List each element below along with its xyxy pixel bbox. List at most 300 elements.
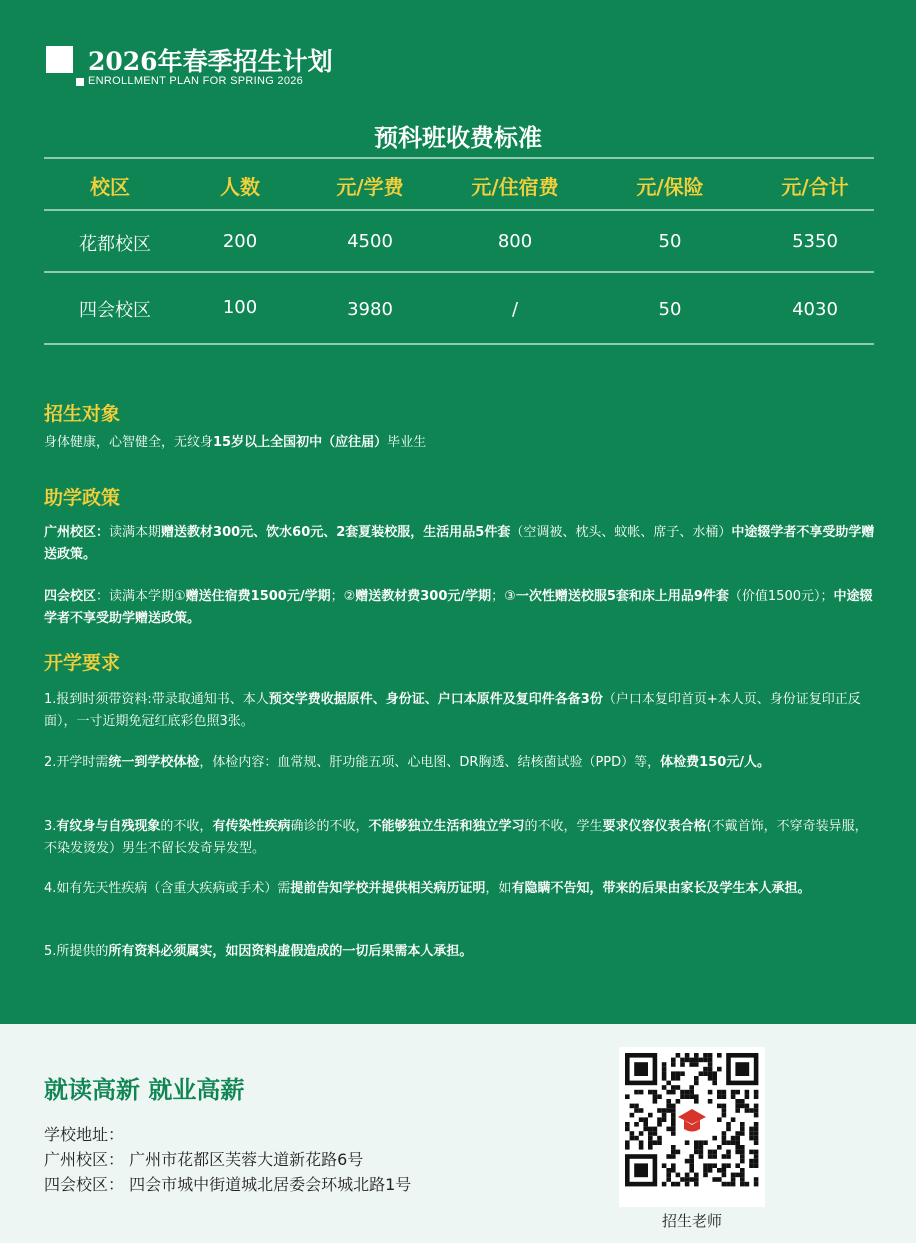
qr-module [717,1094,722,1099]
qr-module [740,1173,745,1178]
text-segment: 四会校区 [44,589,97,604]
qr-module [708,1062,713,1067]
qr-module [708,1058,713,1063]
qr-module [735,1173,740,1178]
qr-module [712,1081,717,1086]
qr-module [749,1159,754,1164]
qr-module [703,1163,708,1168]
qr-module [722,1163,727,1168]
qr-module [740,1122,745,1127]
col-header-campus: 校区 [90,175,130,199]
qr-module [754,1154,759,1159]
table-cell: 50 [658,231,682,252]
qr-module [749,1131,754,1136]
qr-module [689,1058,694,1063]
qr-module [722,1104,727,1109]
qr-module [630,1104,635,1109]
qr-module [676,1099,681,1104]
qr-module [703,1173,708,1178]
table-cell: 4500 [347,231,393,252]
table-header-rule [44,209,874,211]
qr-module [634,1136,639,1141]
qr-module [676,1076,681,1081]
qr-module [671,1127,676,1132]
qr-module [643,1122,648,1127]
qr-module [680,1090,685,1095]
qr-module [639,1117,644,1122]
qr-module [639,1090,644,1095]
text-segment: 统一到学校体检 [108,755,200,770]
text-segment: （户口本复印首页+本人页、身份证复印正反面），一寸近期免冠红底彩色照3张。 [44,692,861,729]
qr-module [657,1094,662,1099]
qr-module [726,1122,731,1127]
qr-module [625,1140,630,1145]
qr-module [689,1085,694,1090]
qr-module [671,1117,676,1122]
text-segment: 所有资料必须属实，如因资料虚假造成的一切后果需本人承担。 [108,944,473,959]
table-cell: / [511,299,519,320]
text-segment: ，体检内容：血常规、肝功能五项、心电图、DR胸透、结核菌试验（PPD）等， [199,755,661,770]
qr-finder [735,1062,749,1076]
text-segment: ；② [330,589,356,604]
table-cell: 4030 [792,299,838,320]
qr-module [634,1108,639,1113]
qr-module [662,1085,667,1090]
qr-module [643,1117,648,1122]
col-header-insurance: 元/保险 [636,175,704,199]
col-header-total: 元/合计 [781,175,849,199]
qr-module [740,1127,745,1132]
qr-module [685,1182,690,1187]
qr-module [703,1168,708,1173]
text-segment: 15岁以上全国初中（应往届） [213,435,388,450]
text-segment: 中途辍学者不享受助学赠送政策。 [44,589,873,626]
qr-module [694,1099,699,1104]
qr-module [694,1062,699,1067]
qr-module [712,1163,717,1168]
qr-module [685,1140,690,1145]
qr-module [662,1067,667,1072]
qr-module [699,1154,704,1159]
qr-module [639,1145,644,1150]
qr-module [731,1177,736,1182]
qr-module [662,1108,667,1113]
qr-module [662,1117,667,1122]
table-cell: 5350 [792,231,838,252]
qr-module [735,1099,740,1104]
text-segment: (不戴首饰，不穿奇装异服，不染发烫发）男生不留长发奇异发型。 [44,819,868,856]
qr-module [685,1177,690,1182]
qr-module [754,1136,759,1141]
text-segment: ，如 [485,881,512,896]
qr-module [717,1117,722,1122]
table-row-rule [44,271,874,273]
address-sihui: 四会校区： 四会市城中街道城北居委会环城北路1号 [44,1175,412,1194]
qr-module [731,1090,736,1095]
slogan: 就读高新 就业高薪 [44,1076,245,1104]
qr-module [676,1053,681,1058]
text-segment: ：读满本学期① [96,589,186,604]
text-segment: 确诊的不收， [290,819,369,834]
qr-module [731,1182,736,1187]
qr-module [740,1131,745,1136]
qr-module [726,1182,731,1187]
qr-module [666,1090,671,1095]
qr-module [745,1094,750,1099]
text-segment: 读满本期 [109,525,162,540]
qr-module [657,1108,662,1113]
text-segment: 2.开学时需 [44,755,109,770]
target-text [44,432,878,454]
qr-module [634,1104,639,1109]
qr-module [694,1173,699,1178]
requirements-heading: 开学要求 [44,652,121,674]
qr-module [722,1173,727,1178]
qr-module [726,1127,731,1132]
target-heading: 招生对象 [44,403,121,425]
qr-module [625,1145,630,1150]
qr-module [754,1163,759,1168]
qr-module [708,1067,713,1072]
col-header-tuition: 元/学费 [336,175,404,199]
qr-module [671,1071,676,1076]
qr-module [689,1159,694,1164]
qr-module [754,1150,759,1155]
qr-module [735,1140,740,1145]
qr-module [754,1113,759,1118]
qr-module [680,1177,685,1182]
qr-module [653,1099,658,1104]
qr-module [676,1085,681,1090]
qr-module [685,1058,690,1063]
qr-module [639,1108,644,1113]
qr-module [717,1145,722,1150]
qr-module [648,1113,653,1118]
qr-module [722,1154,727,1159]
qr-module [662,1076,667,1081]
qr-module [722,1140,727,1145]
qr-module [657,1140,662,1145]
qr-module [699,1145,704,1150]
qr-module [671,1113,676,1118]
policy-guangzhou [44,522,878,566]
qr-module [712,1150,717,1155]
qr-module [653,1094,658,1099]
qr-module [657,1117,662,1122]
requirement-item-5 [44,941,878,963]
qr-code-graphic [619,1047,765,1207]
qr-module [671,1150,676,1155]
qr-module [666,1177,671,1182]
qr-module [689,1163,694,1168]
qr-module [703,1053,708,1058]
qr-module [740,1154,745,1159]
policy-heading: 助学政策 [44,487,121,509]
qr-module [731,1173,736,1178]
qr-module [634,1090,639,1095]
qr-module [648,1090,653,1095]
header-small-square-icon [76,78,84,86]
qr-module [745,1104,750,1109]
qr-module [703,1067,708,1072]
text-segment: 预交学费收据原件、身份证、户口本原件及复印件各备3份 [268,692,603,707]
text-segment: 体检费150元/人。 [660,755,771,770]
qr-module [671,1182,676,1187]
qr-module [712,1071,717,1076]
qr-module [712,1076,717,1081]
qr-module [731,1136,736,1141]
qr-module [754,1104,759,1109]
col-header-count: 人数 [220,175,260,199]
qr-module [671,1168,676,1173]
qr-module [666,1127,671,1132]
qr-module [680,1094,685,1099]
qr-module [662,1113,667,1118]
text-segment: 提前告知学校并提供相关病历证明 [290,881,486,896]
qr-module [671,1145,676,1150]
text-segment: ；③ [491,589,516,604]
qr-module [722,1113,727,1118]
text-segment: （空调被、枕头、蚊帐、席子、水桶） [510,525,732,540]
text-segment: 要求仪容仪表合格 [602,819,707,834]
text-segment: 赠送教材费300元/学期 [355,589,492,604]
qr-module [722,1090,727,1095]
table-cell: 200 [222,231,258,252]
qr-module [630,1113,635,1118]
qr-module [749,1163,754,1168]
qr-module [708,1071,713,1076]
qr-module [625,1127,630,1132]
qr-module [731,1094,736,1099]
qr-module [703,1058,708,1063]
text-segment: 4.如有先天性疾病（含重大疾病或手术）需 [44,881,291,896]
qr-module [735,1145,740,1150]
qr-label: 招生老师 [661,1212,722,1230]
text-segment: 赠送住宿费1500元/学期 [185,589,331,604]
qr-module [749,1108,754,1113]
qr-module [671,1085,676,1090]
qr-module [666,1099,671,1104]
fee-table-title: 预科班收费标准 [374,124,542,152]
qr-module [754,1159,759,1164]
qr-module [680,1058,685,1063]
qr-module [657,1136,662,1141]
qr-module [689,1062,694,1067]
table-cell: 花都校区 [79,234,151,255]
qr-module [694,1145,699,1150]
qr-module [735,1163,740,1168]
text-segment: （价值1500元）； [728,589,834,604]
qr-module [740,1145,745,1150]
qr-module [648,1131,653,1136]
text-segment: 一次性赠送校服5套和床上用品9件套 [515,589,729,604]
qr-module [699,1058,704,1063]
address-guangzhou: 广州校区： 广州市花都区芙蓉大道新花路6号 [44,1150,364,1169]
qr-module [708,1090,713,1095]
qr-finder [634,1062,648,1076]
qr-module [689,1177,694,1182]
qr-module [745,1090,750,1095]
requirement-item-3 [44,816,878,860]
table-cell: 3980 [347,299,393,320]
qr-module [740,1104,745,1109]
qr-module [676,1182,681,1187]
qr-module [754,1182,759,1187]
qr-module [726,1150,731,1155]
qr-module [685,1173,690,1178]
text-segment: 广州校区： [44,525,110,540]
qr-module [726,1140,731,1145]
qr-module [740,1099,745,1104]
qr-module [722,1108,727,1113]
qr-module [671,1154,676,1159]
qr-module [653,1090,658,1095]
qr-module [671,1163,676,1168]
qr-module [708,1154,713,1159]
qr-finder [634,1163,648,1177]
qr-module [708,1150,713,1155]
qr-module [625,1122,630,1127]
text-segment: 有隐瞒不告知，带来的后果由家长及学生本人承担。 [511,881,811,896]
qr-module [735,1104,740,1109]
qr-module [653,1127,658,1132]
qr-module [712,1154,717,1159]
qr-module [735,1150,740,1155]
qr-module [754,1177,759,1182]
qr-module [634,1122,639,1127]
qr-module [703,1071,708,1076]
qr-module [662,1163,667,1168]
qr-module [735,1131,740,1136]
qr-module [680,1062,685,1067]
qr-module [694,1177,699,1182]
qr-module [694,1076,699,1081]
qr-module [717,1053,722,1058]
text-segment: 身体健康，心智健全，无纹身 [44,435,214,450]
qr-module [694,1182,699,1187]
qr-module [754,1140,759,1145]
qr-module [689,1090,694,1095]
qr-module [717,1177,722,1182]
qr-module [754,1090,759,1095]
text-segment: 3. [44,819,57,834]
qr-module [754,1122,759,1127]
qr-module [740,1177,745,1182]
qr-code[interactable] [619,1047,765,1207]
qr-module [648,1140,653,1145]
qr-module [625,1094,630,1099]
qr-module [740,1150,745,1155]
qr-module [662,1071,667,1076]
qr-module [671,1062,676,1067]
qr-module [671,1090,676,1095]
qr-module [699,1150,704,1155]
qr-module [671,1131,676,1136]
qr-module [648,1136,653,1141]
qr-module [735,1136,740,1141]
qr-module [694,1140,699,1145]
qr-module [722,1131,727,1136]
qr-module [735,1090,740,1095]
qr-module [722,1168,727,1173]
qr-module [666,1173,671,1178]
qr-module [639,1131,644,1136]
qr-module [680,1071,685,1076]
qr-module [754,1127,759,1132]
qr-module [662,1182,667,1187]
qr-module [676,1150,681,1155]
text-segment: 不能够独立生活和独立学习 [368,819,525,834]
text-segment: 有传染性疾病 [212,819,291,834]
qr-module [694,1081,699,1086]
qr-module [630,1131,635,1136]
qr-module [699,1071,704,1076]
qr-module [685,1159,690,1164]
qr-module [685,1053,690,1058]
qr-module [671,1076,676,1081]
qr-module [722,1182,727,1187]
qr-module [708,1099,713,1104]
qr-module [722,1094,727,1099]
qr-module [689,1094,694,1099]
qr-module [662,1062,667,1067]
table-cell: 100 [222,297,258,318]
qr-module [708,1163,713,1168]
policy-sihui [44,586,878,630]
requirement-item-1 [44,689,878,733]
qr-module [689,1168,694,1173]
table-cell: 800 [497,231,533,252]
qr-module [740,1168,745,1173]
table-cell: 四会校区 [79,300,151,321]
text-segment: 赠送教材300元、饮水60元、2套夏装校服，生活用品5件套 [161,525,511,540]
footer-band [0,1024,916,1243]
qr-module [708,1053,713,1058]
qr-module [653,1140,658,1145]
qr-module [685,1094,690,1099]
qr-module [726,1154,731,1159]
text-segment: 有纹身与自残现象 [56,819,161,834]
qr-module [749,1127,754,1132]
qr-module [703,1140,708,1145]
qr-module [666,1104,671,1109]
qr-module [671,1122,676,1127]
qr-module [630,1136,635,1141]
qr-module [699,1140,704,1145]
qr-module [648,1145,653,1150]
qr-module [717,1168,722,1173]
qr-module [735,1108,740,1113]
qr-module [666,1108,671,1113]
qr-module [708,1076,713,1081]
qr-module [754,1131,759,1136]
text-segment: 的不收， [160,819,213,834]
text-segment: 5.所提供的 [44,944,109,959]
table-bottom-rule [44,343,874,345]
qr-module [740,1182,745,1187]
qr-module [694,1058,699,1063]
qr-module [648,1127,653,1132]
qr-module [685,1090,690,1095]
qr-module [657,1122,662,1127]
qr-module [717,1104,722,1109]
qr-module [694,1150,699,1155]
qr-module [749,1150,754,1155]
table-cell: 50 [658,299,682,320]
qr-module [643,1127,648,1132]
page-subtitle: ENROLLMENT PLAN FOR SPRING 2026 [88,75,304,87]
qr-module [671,1058,676,1063]
